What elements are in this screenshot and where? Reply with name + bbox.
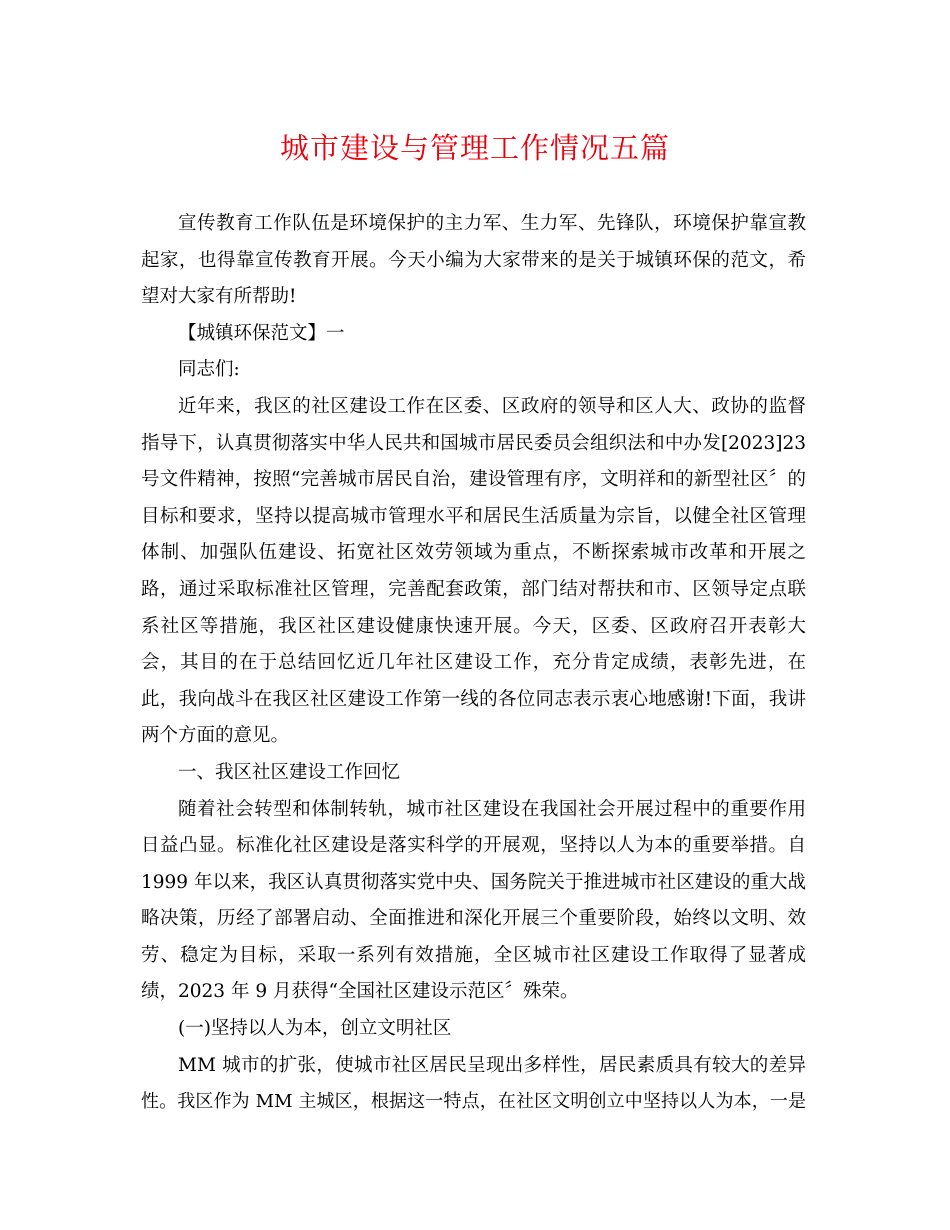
paragraph-line: 两个方面的意见。 [141,725,290,747]
paragraph-line: 性。我区作为 MM 主城区，根据这一特点，在社区文明创立中坚持以人为本，一是 [141,1091,806,1113]
paragraph-line: MM 城市的扩张，使城市社区居民呈现出多样性，居民素质具有较大的差异 [178,1054,806,1076]
paragraph-line: 略决策，历经了部署启动、全面推进和深化开展三个重要阶段，始终以文明、效 [141,908,806,930]
paragraph-line: 1999 年以来，我区认真贯彻落实党中央、国务院关于推进城市社区建设的重大战 [141,871,806,893]
paragraph-line: 系社区等措施，我区社区建设健康快速开展。今天，区委、区政府召开表彰大 [141,615,806,637]
paragraph-line: 此，我向战斗在我区社区建设工作第一线的各位同志表示衷心地感谢!下面，我讲 [141,688,806,710]
paragraph-line: 体制、加强队伍建设、拓宽社区效劳领域为重点，不断探索城市改革和开展之 [141,542,806,564]
paragraph-line: 日益凸显。标准化社区建设是落实科学的开展观，坚持以人为本的重要举措。自 [141,835,806,857]
document-body [141,206,806,1121]
paragraph-line: 【城镇环保范文】一 [178,322,345,344]
paragraph-line: 劳、稳定为目标，采取一系列有效措施，全区城市社区建设工作取得了显著成 [141,944,806,966]
paragraph-line: 宣传教育工作队伍是环境保护的主力军、生力军、先锋队，环境保护靠宣教 [178,213,806,234]
paragraph-line: 起家，也得靠宣传教育开展。今天小编为大家带来的是关于城镇环保的范文，希 [141,249,806,271]
paragraph-line: 近年来，我区的社区建设工作在区委、区政府的领导和区人大、政协的监督 [178,395,806,417]
document-title: 城市建设与管理工作情况五篇 [279,131,670,165]
paragraph-line: 会，其目的在于总结回忆近几年社区建设工作，充分肯定成绩，表彰先进，在 [141,652,806,674]
paragraph-line: 绩，2023 年 9 月获得“全国社区建设示范区〞殊荣。 [141,981,579,1003]
paragraph-line: (一)坚持以人为本，创立文明社区 [178,1018,452,1040]
paragraph-line: 路，通过采取标准社区管理，完善配套政策，部门结对帮扶和市、区领导定点联 [141,578,806,600]
paragraph-line: 号文件精神，按照“完善城市居民自治，建设管理有序，文明祥和的新型社区〞的 [141,469,806,491]
paragraph-line: 目标和要求，坚持以提高城市管理水平和居民生活质量为宗旨，以健全社区管理 [141,505,806,527]
paragraph-line: 望对大家有所帮助! [141,286,297,308]
paragraph-line: 同志们: [178,359,240,381]
paragraph-line: 指导下，认真贯彻落实中华人民共和国城市居民委员会组织法和中办发[2023]23 [141,432,806,454]
paragraph-line: 一、我区社区建设工作回忆 [178,761,401,783]
paragraph-line: 随着社会转型和体制转轨，城市社区建设在我国社会开展过程中的重要作用 [178,798,806,820]
